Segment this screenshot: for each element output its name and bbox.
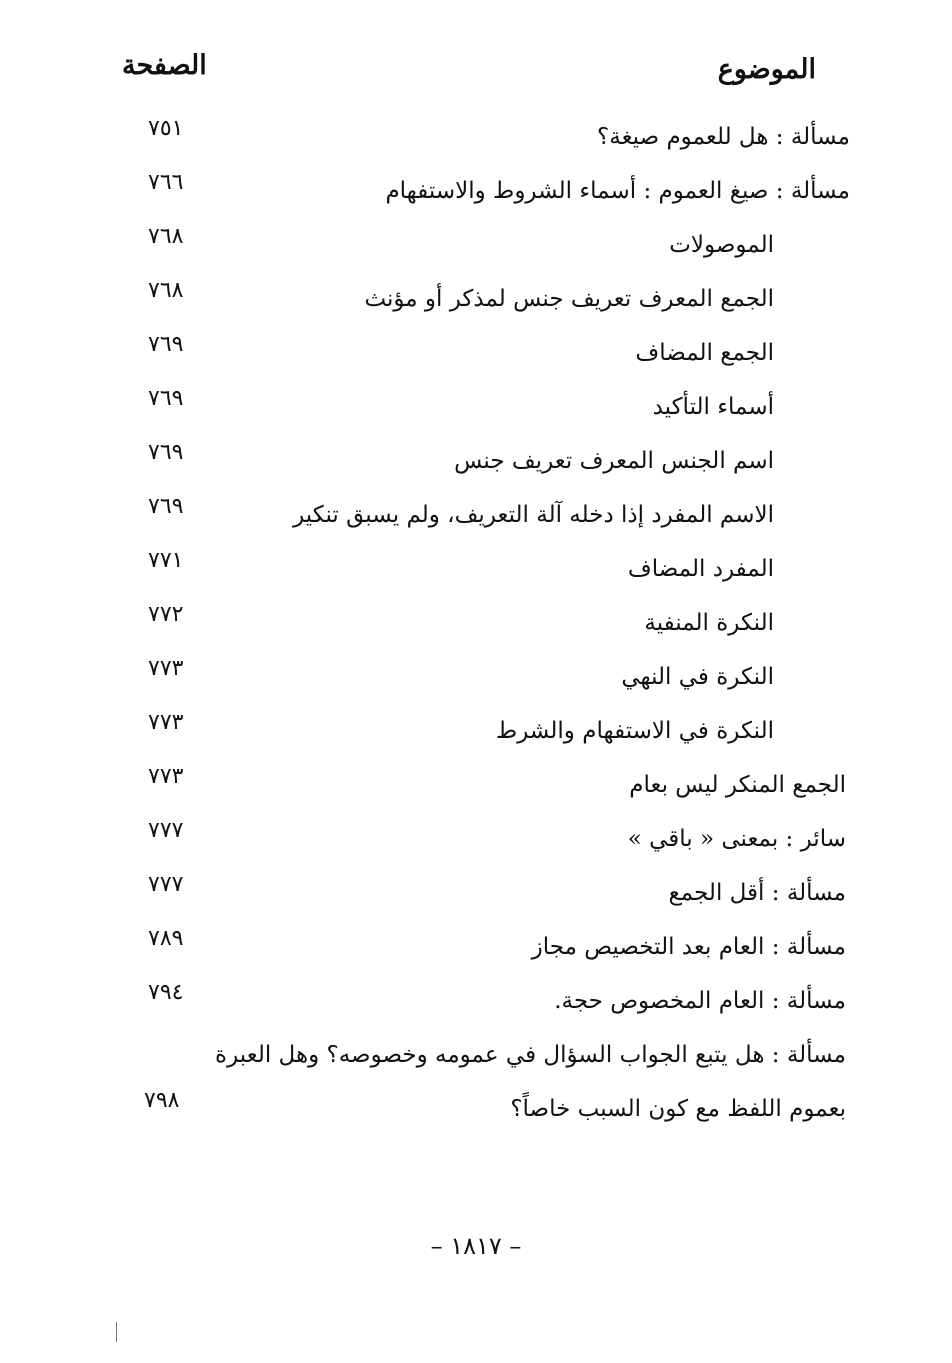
toc-entry-page: ٧٧٧ xyxy=(148,818,184,843)
margin-mark xyxy=(116,1322,117,1342)
toc-entry-page: ٧٧٣ xyxy=(148,656,184,681)
topic-column-header: الموضوع xyxy=(717,54,816,85)
toc-entry-page: ٧٦٩ xyxy=(148,332,184,357)
toc-entry xyxy=(0,706,952,760)
toc-entry-page: ٧٦٨ xyxy=(148,224,184,249)
toc-entry-page: ٧٧١ xyxy=(148,548,184,573)
toc-entry-title: مسألة : هل للعموم صيغة؟ xyxy=(597,124,850,150)
toc-entry-title: الاسم المفرد إذا دخله آلة التعريف، ولم يسبق تنكير xyxy=(293,502,774,528)
toc-entry-title: النكرة في الاستفهام والشرط xyxy=(495,718,774,744)
toc-entry-page: ٧٦٨ xyxy=(148,278,184,303)
toc-entry-title: اسم الجنس المعرف تعريف جنس xyxy=(454,448,774,474)
toc-entry xyxy=(0,436,952,490)
toc-entry xyxy=(0,868,952,922)
page-number: – ١٨١٧ – xyxy=(430,1232,522,1260)
toc-entry-title: الجمع المنكر ليس بعام xyxy=(629,772,846,798)
toc-entry-page: ٧٧٧ xyxy=(148,872,184,897)
toc-entry-page: ٧٦٩ xyxy=(148,494,184,519)
toc-entry-page: ٧٩٤ xyxy=(148,980,184,1005)
toc-entry xyxy=(0,652,952,706)
toc-entry-title: مسألة : صيغ العموم : أسماء الشروط والاستفهام xyxy=(385,178,850,204)
toc-entry-page: ٧٧٢ xyxy=(148,602,184,627)
toc-entry-page: ٧٨٩ xyxy=(148,926,184,951)
toc-entry-title: النكرة في النهي xyxy=(621,664,774,690)
toc-entry xyxy=(0,922,952,976)
page-column-header: الصفحة xyxy=(122,50,207,81)
toc-entry xyxy=(0,220,952,274)
toc-entry-page: ٧٦٩ xyxy=(148,440,184,465)
toc-entries xyxy=(0,112,952,1132)
toc-entry-title: سائر : بمعنى « باقي » xyxy=(627,826,846,852)
toc-entry-title: أسماء التأكيد xyxy=(652,394,774,420)
toc-entry-title: الموصولات xyxy=(669,232,774,258)
toc-entry-title: مسألة : العام المخصوص حجة. xyxy=(554,988,846,1014)
toc-entry xyxy=(0,274,952,328)
toc-entry-page: ٧٦٦ xyxy=(148,170,184,195)
toc-entry-page: ٧٧٣ xyxy=(148,710,184,735)
toc-entry-page: ٧٩٨ xyxy=(144,1088,180,1113)
toc-entry-title: الجمع المضاف xyxy=(635,340,774,366)
toc-entry-title: مسألة : هل يتبع الجواب السؤال في عمومه وخصوصه؟ وهل العبرة xyxy=(215,1042,846,1068)
toc-entry xyxy=(0,760,952,814)
toc-entry-title: مسألة : العام بعد التخصيص مجاز xyxy=(531,934,846,960)
toc-entry-title-continuation: بعموم اللفظ مع كون السبب خاصاً؟ xyxy=(510,1096,846,1122)
toc-entry-title: الجمع المعرف تعريف جنس لمذكر أو مؤنث xyxy=(364,286,774,312)
toc-entry-page: ٧٧٣ xyxy=(148,764,184,789)
toc-entry xyxy=(0,1030,952,1138)
toc-entry xyxy=(0,976,952,1030)
toc-entry xyxy=(0,544,952,598)
toc-entry xyxy=(0,598,952,652)
toc-entry-page: ٧٦٩ xyxy=(148,386,184,411)
toc-entry xyxy=(0,490,952,544)
toc-entry xyxy=(0,328,952,382)
toc-entry xyxy=(0,382,952,436)
toc-entry-title: النكرة المنفية xyxy=(644,610,774,636)
toc-entry-page: ٧٥١ xyxy=(148,116,184,141)
toc-entry-title: مسألة : أقل الجمع xyxy=(668,880,846,906)
toc-entry xyxy=(0,166,952,220)
toc-entry xyxy=(0,112,952,166)
toc-entry xyxy=(0,814,952,868)
toc-entry-title: المفرد المضاف xyxy=(627,556,774,582)
